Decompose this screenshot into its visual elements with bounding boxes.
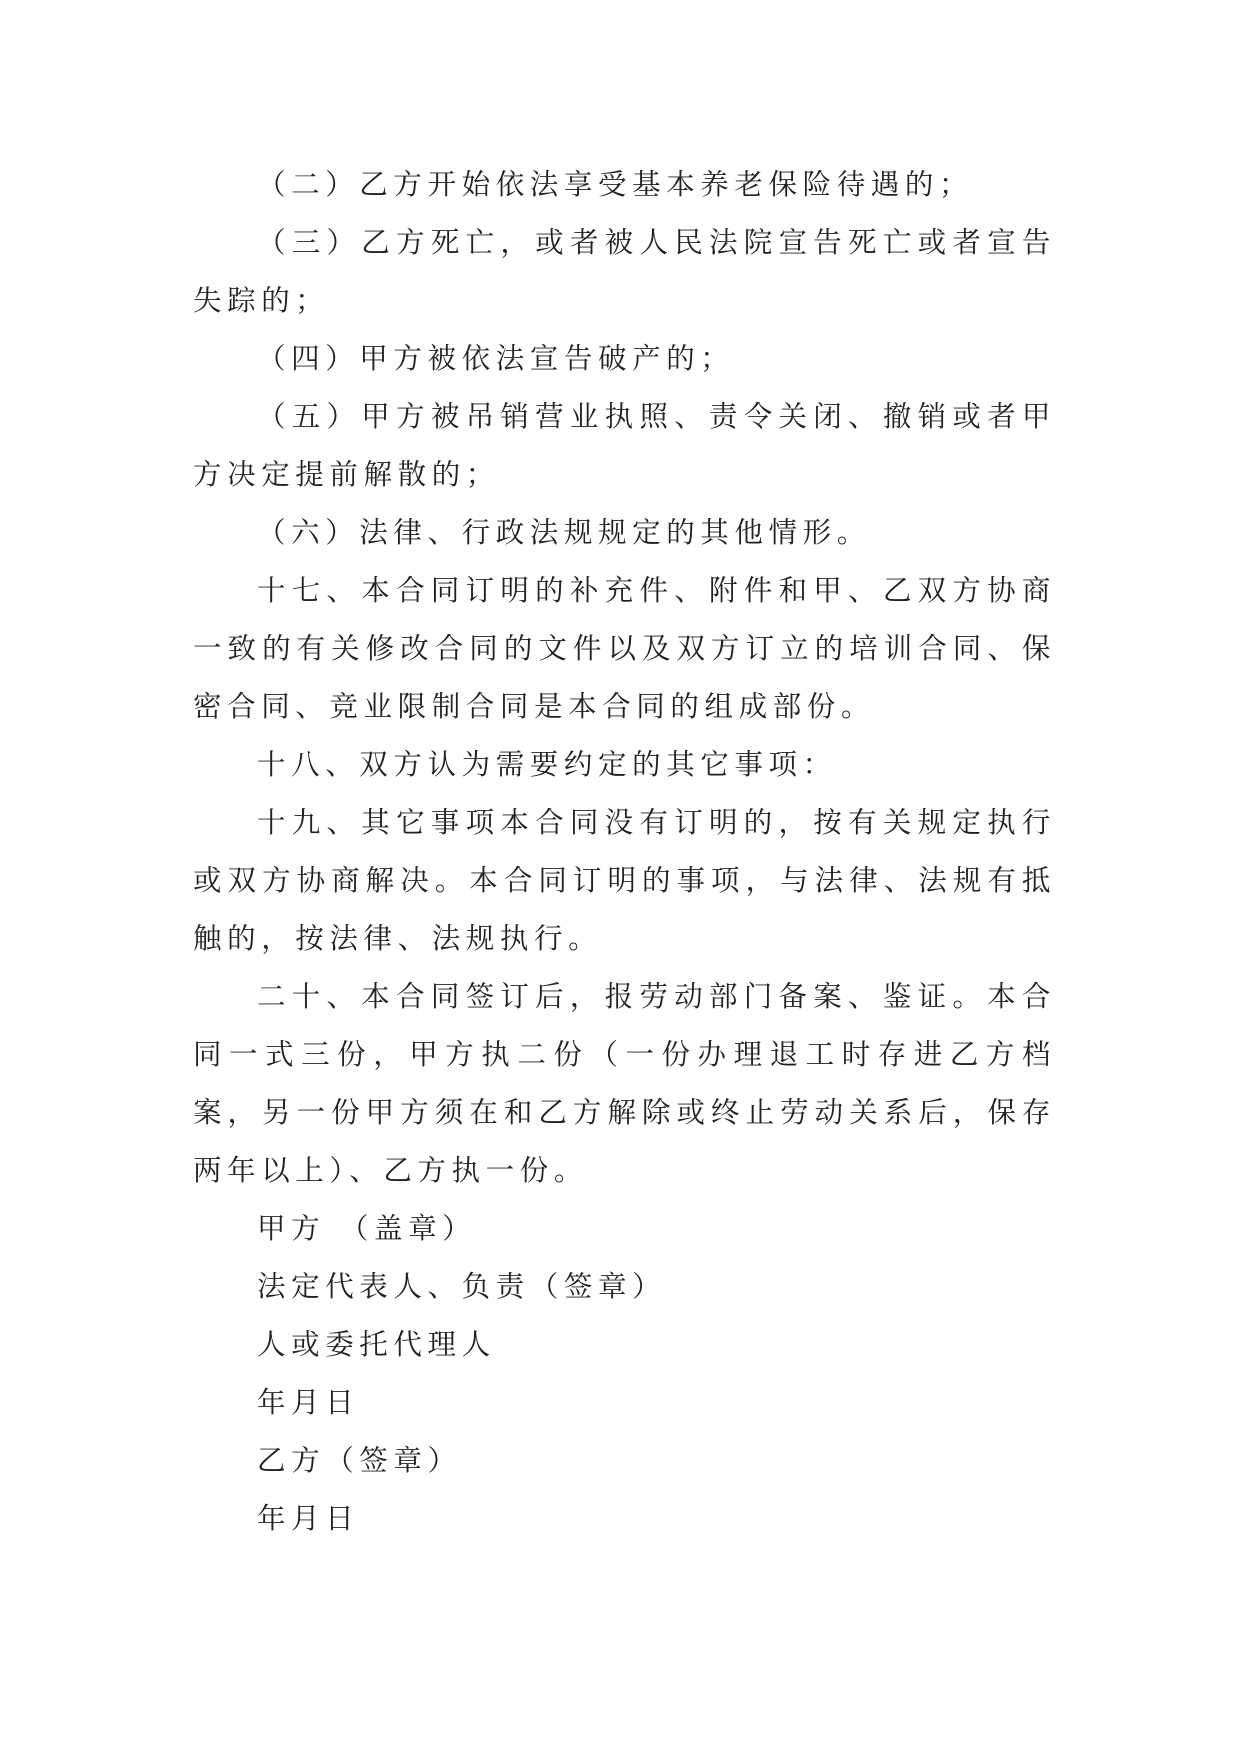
signature-date-b: 年月日 [257, 1502, 360, 1535]
clause-item-4: （四）甲方被依法宣告破产的； [257, 342, 735, 375]
article-18: 十八、双方认为需要约定的其它事项： [257, 748, 837, 781]
article-19: 十九、其它事项本合同没有订明的，按有关规定执行或双方协商解决。本合同订明的事项，与法律、法规有抵触的，按法律、法规执行。 [193, 806, 1056, 955]
clause-item-6: （六）法律、行政法规规定的其他情形。 [257, 516, 871, 549]
clause-item-5: （五）甲方被吊销营业执照、责令关闭、撤销或者甲方决定提前解散的； [193, 400, 1056, 491]
party-a-seal-label: （盖章） [339, 1212, 477, 1245]
signature-legal-rep: 法定代表人、负责（签章） [257, 1270, 667, 1303]
party-a-label: 甲方 [257, 1212, 326, 1245]
article-20: 二十、本合同签订后，报劳动部门备案、鉴证。本合同一式三份，甲方执二份（一份办理退工时存进乙方档案，另一份甲方须在和乙方解除或终止劳动关系后，保存两年以上）、乙方执一份。 [193, 980, 1056, 1187]
signature-agent: 人或委托代理人 [257, 1328, 496, 1361]
signature-date-a: 年月日 [257, 1386, 360, 1419]
signature-party-b: 乙方（签章） [257, 1444, 462, 1477]
clause-item-3: （三）乙方死亡，或者被人民法院宣告死亡或者宣告失踪的； [193, 226, 1056, 317]
article-17: 十七、本合同订明的补充件、附件和甲、乙双方协商一致的有关修改合同的文件以及双方订立的培训合同、保密合同、竞业限制合同是本合同的组成部份。 [193, 574, 1056, 723]
signature-party-a [193, 1200, 1056, 1258]
clause-item-2: （二）乙方开始依法享受基本养老保险待遇的； [257, 168, 974, 201]
document-body [193, 156, 1056, 1548]
